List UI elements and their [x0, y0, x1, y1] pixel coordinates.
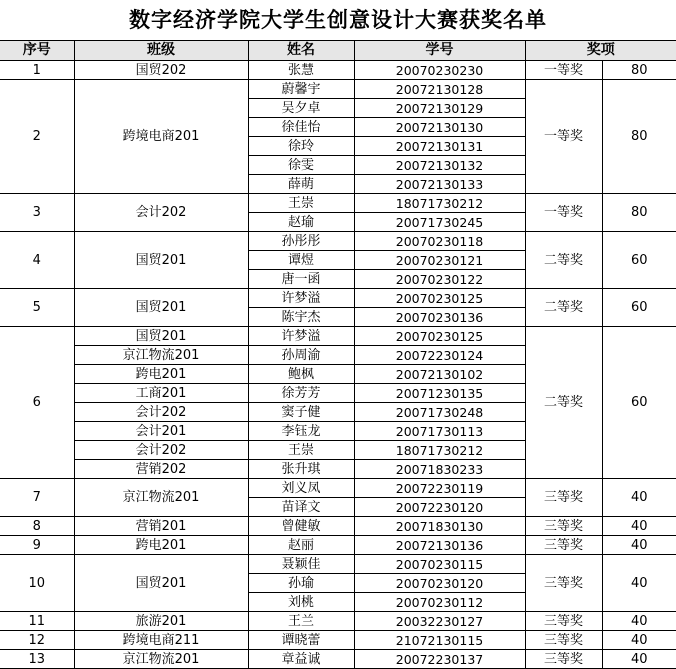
class-cell: 跨境电商201: [74, 80, 248, 194]
score-cell: 60: [602, 232, 676, 289]
header-class: 班级: [74, 41, 248, 61]
name-cell: 章益诚: [248, 650, 354, 669]
score-cell: 40: [602, 650, 676, 669]
award-cell: 三等奖: [525, 650, 602, 669]
student-id-cell: 20072130128: [354, 80, 525, 99]
seq-cell: 9: [0, 536, 74, 555]
table-row: [0, 61, 676, 80]
name-cell: 孙瑜: [248, 574, 354, 593]
seq-cell: 4: [0, 232, 74, 289]
name-cell: 唐一函: [248, 270, 354, 289]
table-row: [0, 650, 676, 669]
class-cell: 旅游201: [74, 612, 248, 631]
student-id-cell: 21072130115: [354, 631, 525, 650]
seq-cell: 1: [0, 61, 74, 80]
award-cell: 三等奖: [525, 479, 602, 517]
student-id-cell: 20071230135: [354, 384, 525, 403]
class-cell: 会计202: [74, 403, 248, 422]
table-row: [0, 232, 676, 251]
score-cell: 40: [602, 555, 676, 612]
table-row: [0, 289, 676, 308]
class-cell: 会计202: [74, 194, 248, 232]
class-cell: 会计202: [74, 441, 248, 460]
class-cell: 跨电201: [74, 536, 248, 555]
score-cell: 40: [602, 479, 676, 517]
score-cell: 40: [602, 517, 676, 536]
student-id-cell: 20072130136: [354, 536, 525, 555]
class-cell: 国贸201: [74, 555, 248, 612]
student-id-cell: 20072230124: [354, 346, 525, 365]
score-cell: 80: [602, 61, 676, 80]
class-cell: 京江物流201: [74, 479, 248, 517]
student-id-cell: 18071730212: [354, 441, 525, 460]
class-cell: 工商201: [74, 384, 248, 403]
award-cell: 二等奖: [525, 289, 602, 327]
name-cell: 张升琪: [248, 460, 354, 479]
student-id-cell: 20070230120: [354, 574, 525, 593]
student-id-cell: 20070230230: [354, 61, 525, 80]
seq-cell: 6: [0, 327, 74, 479]
class-cell: 营销201: [74, 517, 248, 536]
name-cell: 徐雯: [248, 156, 354, 175]
student-id-cell: 20072130102: [354, 365, 525, 384]
seq-cell: 2: [0, 80, 74, 194]
header-name: 姓名: [248, 41, 354, 61]
table-row: [0, 555, 676, 574]
student-id-cell: 20072230120: [354, 498, 525, 517]
class-cell: 国贸201: [74, 327, 248, 346]
seq-cell: 12: [0, 631, 74, 650]
student-id-cell: 20072230137: [354, 650, 525, 669]
award-cell: 二等奖: [525, 232, 602, 289]
seq-cell: 13: [0, 650, 74, 669]
class-cell: 跨电201: [74, 365, 248, 384]
student-id-cell: 20070230112: [354, 593, 525, 612]
score-cell: 40: [602, 631, 676, 650]
table-row: [0, 479, 676, 498]
award-cell: 三等奖: [525, 631, 602, 650]
seq-cell: 8: [0, 517, 74, 536]
student-id-cell: 20071830130: [354, 517, 525, 536]
class-cell: 会计201: [74, 422, 248, 441]
seq-cell: 11: [0, 612, 74, 631]
name-cell: 吴夕卓: [248, 99, 354, 118]
name-cell: 谭晓蕾: [248, 631, 354, 650]
header-row: [0, 41, 676, 61]
student-id-cell: 20071730248: [354, 403, 525, 422]
student-id-cell: 20070230115: [354, 555, 525, 574]
award-cell: 三等奖: [525, 612, 602, 631]
score-cell: 80: [602, 194, 676, 232]
award-cell: 一等奖: [525, 61, 602, 80]
student-id-cell: 20070230136: [354, 308, 525, 327]
name-cell: 王崇: [248, 441, 354, 460]
header-seq: 序号: [0, 41, 74, 61]
name-cell: 孙彤彤: [248, 232, 354, 251]
student-id-cell: 20072230119: [354, 479, 525, 498]
name-cell: 苗译文: [248, 498, 354, 517]
award-cell: 三等奖: [525, 555, 602, 612]
student-id-cell: 20072130133: [354, 175, 525, 194]
student-id-cell: 20071730113: [354, 422, 525, 441]
name-cell: 张慧: [248, 61, 354, 80]
name-cell: 窦子健: [248, 403, 354, 422]
table-row: [0, 536, 676, 555]
name-cell: 陈宇杰: [248, 308, 354, 327]
name-cell: 徐芳芳: [248, 384, 354, 403]
class-cell: 国贸202: [74, 61, 248, 80]
name-cell: 许梦溢: [248, 327, 354, 346]
table-row: [0, 517, 676, 536]
award-table: [0, 41, 676, 669]
class-cell: 国贸201: [74, 232, 248, 289]
student-id-cell: 20072130131: [354, 137, 525, 156]
seq-cell: 5: [0, 289, 74, 327]
name-cell: 刘义凤: [248, 479, 354, 498]
seq-cell: 3: [0, 194, 74, 232]
name-cell: 赵瑜: [248, 213, 354, 232]
name-cell: 许梦溢: [248, 289, 354, 308]
name-cell: 赵丽: [248, 536, 354, 555]
student-id-cell: 20072130129: [354, 99, 525, 118]
student-id-cell: 20070230118: [354, 232, 525, 251]
name-cell: 蔚馨宇: [248, 80, 354, 99]
award-cell: 一等奖: [525, 80, 602, 194]
award-cell: 三等奖: [525, 536, 602, 555]
name-cell: 薛萌: [248, 175, 354, 194]
name-cell: 曾健敏: [248, 517, 354, 536]
class-cell: 跨境电商211: [74, 631, 248, 650]
class-cell: 京江物流201: [74, 346, 248, 365]
name-cell: 徐佳怡: [248, 118, 354, 137]
seq-cell: 10: [0, 555, 74, 612]
student-id-cell: 20072130130: [354, 118, 525, 137]
student-id-cell: 20070230125: [354, 327, 525, 346]
student-id-cell: 20070230122: [354, 270, 525, 289]
award-cell: 一等奖: [525, 194, 602, 232]
name-cell: 王兰: [248, 612, 354, 631]
class-cell: 营销202: [74, 460, 248, 479]
name-cell: 徐玲: [248, 137, 354, 156]
table-row: [0, 612, 676, 631]
student-id-cell: 20071730245: [354, 213, 525, 232]
header-award: 奖项: [525, 41, 676, 61]
name-cell: 聂颖佳: [248, 555, 354, 574]
header-id: 学号: [354, 41, 525, 61]
score-cell: 40: [602, 612, 676, 631]
student-id-cell: 20072130132: [354, 156, 525, 175]
name-cell: 鲍枫: [248, 365, 354, 384]
table-row: [0, 631, 676, 650]
student-id-cell: 18071730212: [354, 194, 525, 213]
table-row: [0, 80, 676, 99]
student-id-cell: 20070230125: [354, 289, 525, 308]
name-cell: 孙周渝: [248, 346, 354, 365]
student-id-cell: 20071830233: [354, 460, 525, 479]
table-row: [0, 327, 676, 346]
award-cell: 三等奖: [525, 517, 602, 536]
seq-cell: 7: [0, 479, 74, 517]
name-cell: 王崇: [248, 194, 354, 213]
page-title: 数字经济学院大学生创意设计大赛获奖名单: [0, 0, 676, 41]
award-cell: 二等奖: [525, 327, 602, 479]
class-cell: 京江物流201: [74, 650, 248, 669]
class-cell: 国贸201: [74, 289, 248, 327]
table-row: [0, 194, 676, 213]
name-cell: 李钰龙: [248, 422, 354, 441]
score-cell: 60: [602, 289, 676, 327]
student-id-cell: 20070230121: [354, 251, 525, 270]
name-cell: 刘桃: [248, 593, 354, 612]
score-cell: 40: [602, 536, 676, 555]
score-cell: 60: [602, 327, 676, 479]
score-cell: 80: [602, 80, 676, 194]
student-id-cell: 20032230127: [354, 612, 525, 631]
name-cell: 谭煜: [248, 251, 354, 270]
